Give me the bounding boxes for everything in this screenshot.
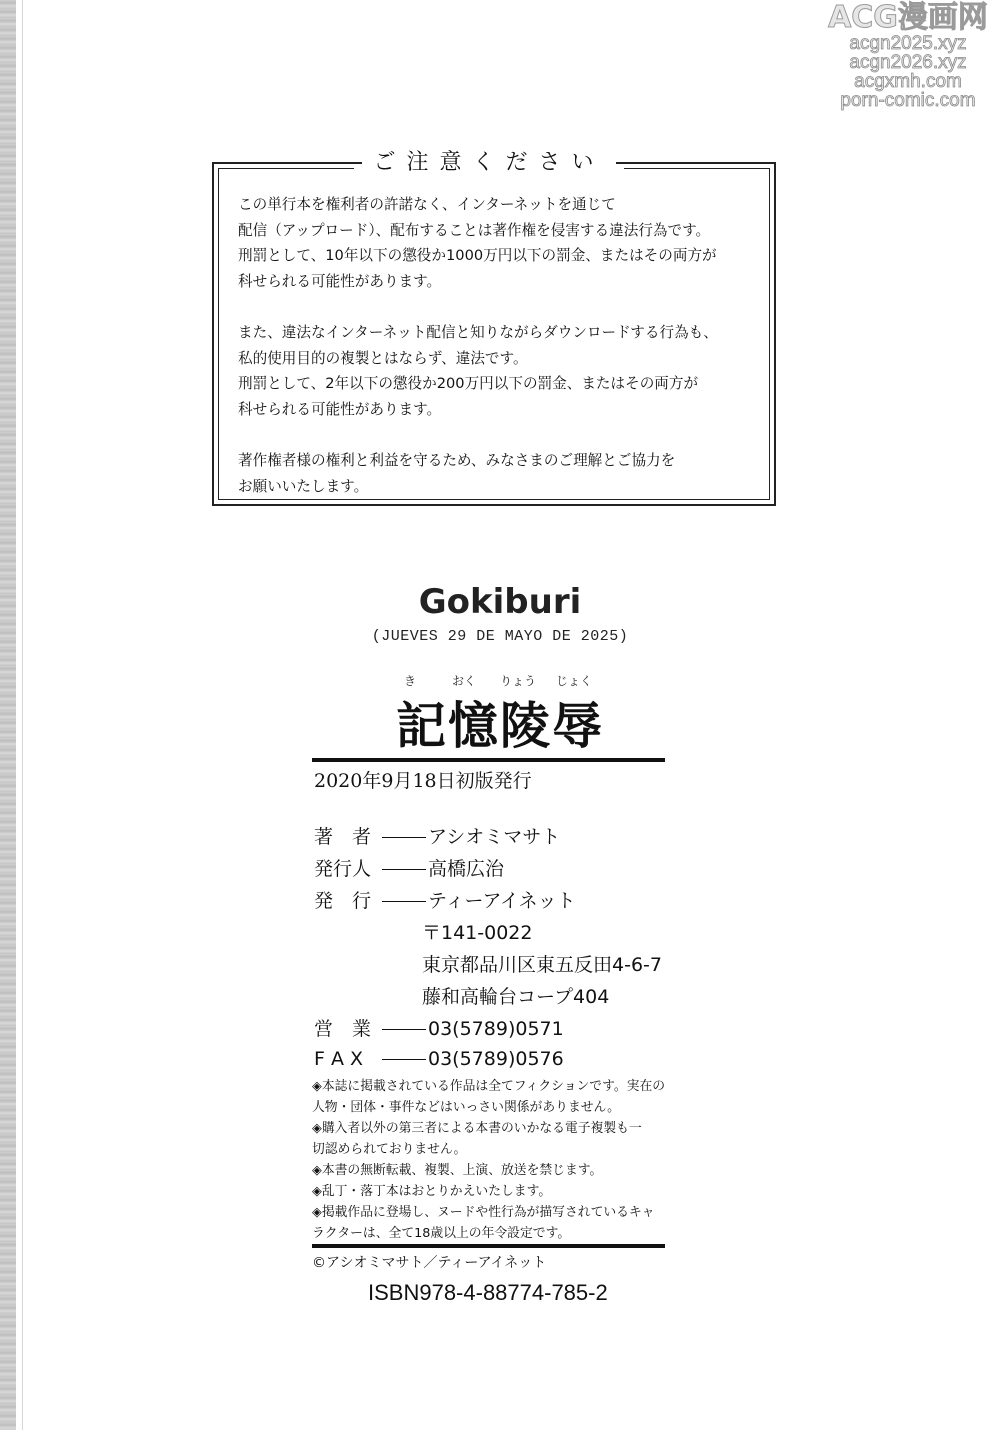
dash-rule [382,901,426,902]
credit-row-fax [314,1044,564,1074]
legal-notes [312,1076,665,1244]
isbn: ISBN978-4-88774-785-2 [368,1280,608,1305]
notice-body [238,192,758,525]
notice-paragraph [238,320,758,422]
notice-paragraph [238,192,758,294]
notice-line: 科せられる可能性があります。 [238,400,442,418]
credit-label: 発行人 [314,858,372,880]
dash-rule [382,837,426,838]
notice-line: また、違法なインターネット配信と知りながらダウンロードする行為も、 [238,324,718,341]
divider-rule [312,758,665,762]
credit-postal-code: 〒141-0022 [422,922,533,944]
credit-value: アシオミマサト [428,826,561,848]
title-ruby: じょく [556,674,593,688]
note-line: ◈乱丁・落丁本はおとりかえいたします。 [312,1184,552,1199]
credit-address-line: 東京都品川区東五反田4-6-7 [422,954,662,976]
credit-label: F A X [314,1048,364,1070]
dash-rule [382,869,426,870]
watermark-line: porn-comic.com [840,90,976,111]
note-line: ◈掲載作品に登場し、ヌードや性行為が描写されているキャ [312,1205,655,1220]
notice-title: ご注意ください [354,148,624,178]
watermark-line: acgxmh.com [854,71,962,92]
notice-line: 配信（アップロード）、配布することは著作権を侵害する違法行為です。 [238,221,711,239]
notice-line: お願いいたします。 [238,477,369,495]
title-ruby: りょう [500,674,537,688]
watermark-line: acgn2026.xyz [849,52,967,73]
notice-line: この単行本を権利者の許諾なく、インターネットを通じて [238,196,616,213]
credit-row-sales [314,1014,564,1044]
notice-line: 刑罰として、10年以下の懲役か1000万円以下の罰金、またはその両方が [238,247,717,264]
note-line: ラクターは、全て18歳以上の年令設定です。 [312,1226,571,1241]
credit-label: 著 者 [314,826,372,848]
note-line: 人物・団体・事件などはいっさい関係がありません。 [312,1100,620,1115]
watermark-line: acgn2025.xyz [849,33,967,54]
scanlation-date: (JUEVES 29 DE MAYO DE 2025) [371,628,629,645]
credit-label: 営 業 [314,1018,372,1040]
watermark-logo: ACG漫画网 [828,0,988,35]
notice-line: 刑罰として、2年以下の懲役か200万円以下の罰金、またはその両方が [238,375,699,392]
notice-line: 科せられる可能性があります。 [238,272,442,290]
notice-line: 私的使用目的の複製とはならず、違法です。 [238,349,528,367]
credit-row-author [314,822,560,852]
notice-line: 著作権者様の権利と利益を守るため、みなさまのご理解とご協力を [238,452,676,469]
credit-address-line: 藤和高輪台コープ404 [422,986,610,1008]
note-line: ◈購入者以外の第三者による本書のいかなる電子複製も一 [312,1121,642,1136]
title-ruby: き [404,674,417,688]
copyright-line: ©アシオミマサト／ティーアイネット [312,1255,547,1271]
note-line: ◈本書の無断転載、複製、上演、放送を禁じます。 [312,1163,603,1178]
credit-value: ティーアイネット [428,890,576,912]
dash-rule [382,1059,426,1060]
scanlation-group-name: Gokiburi [418,582,582,622]
credit-value: 03(5789)0571 [428,1018,564,1040]
credit-value: 03(5789)0576 [428,1048,564,1070]
credit-row-publisher-person [314,854,504,884]
copyright-notice-box [212,150,776,506]
book-title: 記憶陵辱 [396,696,604,755]
credit-label: 発 行 [314,890,372,912]
dash-rule [382,1029,426,1030]
note-line: 切認められておりません。 [312,1142,467,1157]
title-ruby: おく [452,674,477,688]
credit-row-publisher [314,886,576,916]
notice-paragraph [238,448,758,499]
credit-value: 高橋広治 [428,858,505,880]
note-line: ◈本誌に掲載されている作品は全てフィクションです。実在の [312,1079,666,1094]
watermark [828,2,988,110]
first-edition-date: 2020年9月18日初版発行 [314,770,532,792]
divider-rule [312,1244,665,1248]
